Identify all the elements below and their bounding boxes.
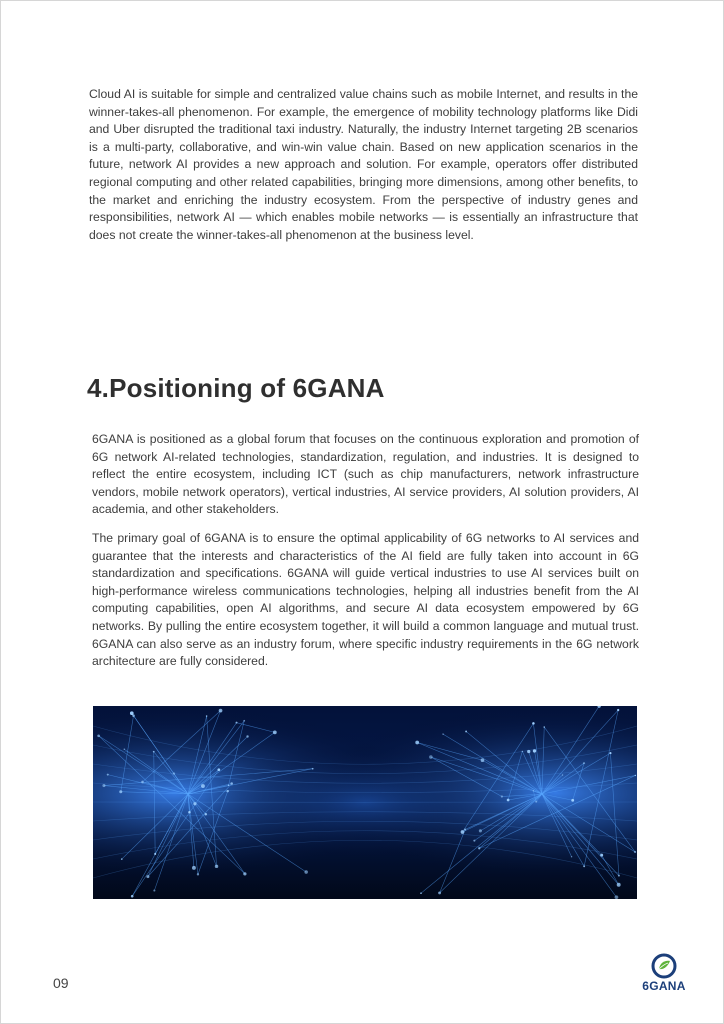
6gana-logo bbox=[635, 953, 693, 997]
section-heading: 4.Positioning of 6GANA bbox=[87, 373, 385, 403]
6gana-logo-icon bbox=[651, 953, 677, 979]
intro-paragraph: Cloud AI is suitable for simple and centralized value chains such as mobile Internet, and results in the winner-takes-all phenomenon. For example, the emergence of mobility technology platforms like Didi and Uber disrupted the traditional taxi industry. Naturally, the industry Internet targeting 2B scenarios is a multi-party, collaborative, and win-win value chain. Based on new application scenarios in the future, network AI provides a new approach and solution. For example, operators offer distributed regional computing and other related capabilities, bringing more dimensions, among other benefits, to the market and enriching the industry ecosystem. From the perspective of industry genes and responsibilities, network AI — which enables mobile networks — is essentially an infrastructure that does not create the winner-takes-all phenomenon at the business level. bbox=[89, 87, 638, 242]
network-illustration bbox=[93, 706, 637, 899]
section-paragraph-2: The primary goal of 6GANA is to ensure the optimal applicability of 6G networks to AI services and guarantee that the interests and characteristics of the AI field are fully taken into account in 6G standardization and specifications. 6GANA will guide vertical industries to use AI services built on high-performance wireless communications technologies, helping all industries benefit from the AI computing capabilities, open AI algorithms, and secure AI data ecosystem empowered by 6G networks. By pulling the entire ecosystem together, it will build a common language and mutual trust. 6GANA can also serve as an industry forum, where specific industry requirements in the 6G network architecture are fully considered. bbox=[92, 531, 639, 669]
6gana-logo-text: 6GANA bbox=[642, 979, 686, 993]
page-number: 09 bbox=[53, 975, 69, 991]
section-paragraph-1: 6GANA is positioned as a global forum that focuses on the continuous exploration and promotion of 6G network AI-related technologies, standardization, regulation, and industries. It is designed to reflect the entire ecosystem, including ICT (such as chip manufacturers, network infrastructure vendors, mobile network operators), vertical industries, AI service providers, AI solution providers, AI academia, and other stakeholders. bbox=[92, 432, 639, 517]
abstract-blue-network-image bbox=[93, 706, 637, 899]
